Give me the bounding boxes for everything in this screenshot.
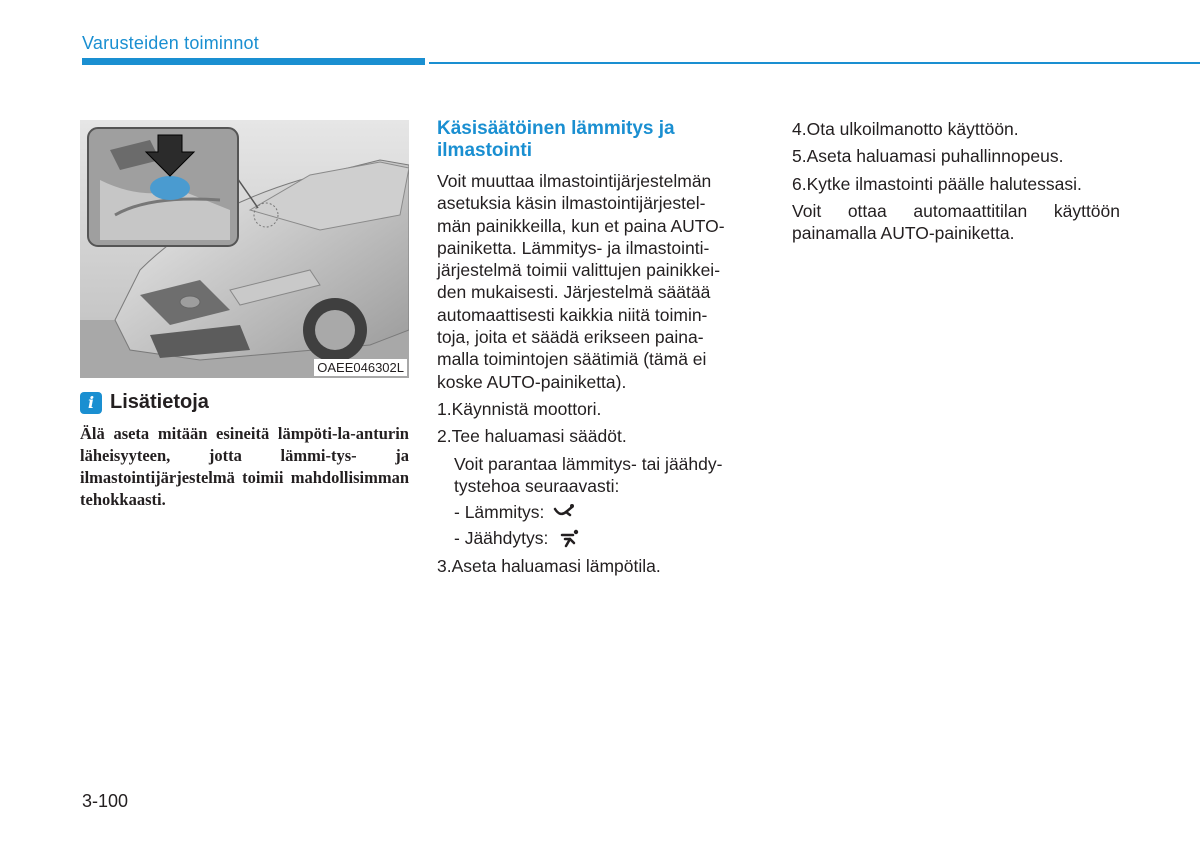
intro-line: järjestelmä toimii valittujen painikkei- bbox=[437, 260, 721, 281]
figure-code: OAEE046302L bbox=[314, 359, 407, 376]
face-airflow-icon bbox=[556, 529, 580, 549]
header-rule-thick bbox=[82, 58, 425, 65]
intro-line: malla toimintojen säätimiä (tämä ei bbox=[437, 349, 707, 370]
header-rule-thin bbox=[429, 62, 1200, 64]
step-5: 5.Aseta haluamasi puhallinnopeus. bbox=[792, 146, 1064, 167]
step-4: 4.Ota ulkoilmanotto käyttöön. bbox=[792, 119, 1019, 139]
section-header-title: Varusteiden toiminnot bbox=[82, 33, 259, 53]
section-title: Käsisäätöinen lämmitys ja ilmastointi bbox=[437, 118, 675, 161]
auto-note: Voit ottaa automaattitilan käyttöön painamalla AUTO-painiketta. bbox=[792, 200, 1120, 244]
intro-line: koske AUTO-painiketta). bbox=[437, 371, 627, 392]
info-heading bbox=[80, 391, 209, 414]
intro-line: asetuksia käsin ilmastointijärjestel- bbox=[437, 193, 706, 214]
intro-line: painiketta. Lämmitys- ja ilmastointi- bbox=[437, 237, 710, 258]
step-2-note: Voit parantaa lämmitys- tai jäähdy-tystehoa seuraavasti: bbox=[454, 453, 723, 496]
intro-line: toja, joita et säädä erikseen paina- bbox=[437, 327, 704, 348]
cooling-item bbox=[437, 527, 764, 549]
heating-label: - Lämmitys: bbox=[454, 502, 545, 523]
steps-column bbox=[792, 118, 1120, 244]
heating-item bbox=[437, 501, 764, 523]
step-1: 1.Käynnistä moottori. bbox=[437, 398, 602, 419]
intro-paragraph bbox=[437, 170, 764, 393]
info-body: Älä aseta mitään esineitä lämpöti-la-anturin läheisyyteen, jotta lämmi-tys- ja ilmastointijärjestelmä toimii mahdollisimman tehokkaasti. bbox=[80, 424, 409, 509]
info-icon: i bbox=[80, 392, 102, 414]
info-title: Lisätietoja bbox=[110, 391, 209, 413]
car-sensor-figure bbox=[80, 120, 409, 378]
page-number: 3-100 bbox=[82, 791, 129, 811]
intro-line: Voit muuttaa ilmastointijärjestelmän bbox=[437, 171, 712, 191]
car-illustration bbox=[80, 120, 409, 378]
step-2: 2.Tee haluamasi säädöt. bbox=[437, 426, 627, 447]
manual-climate-column bbox=[437, 118, 764, 577]
floor-airflow-icon bbox=[552, 503, 576, 521]
cooling-label: - Jäähdytys: bbox=[454, 528, 549, 549]
intro-line: den mukaisesti. Järjestelmä säätää bbox=[437, 282, 711, 303]
step-6: 6.Kytke ilmastointi päälle halutessasi. bbox=[792, 173, 1082, 194]
intro-line: män painikkeilla, kun et paina AUTO- bbox=[437, 215, 725, 236]
intro-line: automaattisesti kaikkia niitä toimin- bbox=[437, 304, 708, 325]
step-3: 3.Aseta haluamasi lämpötila. bbox=[437, 555, 661, 576]
